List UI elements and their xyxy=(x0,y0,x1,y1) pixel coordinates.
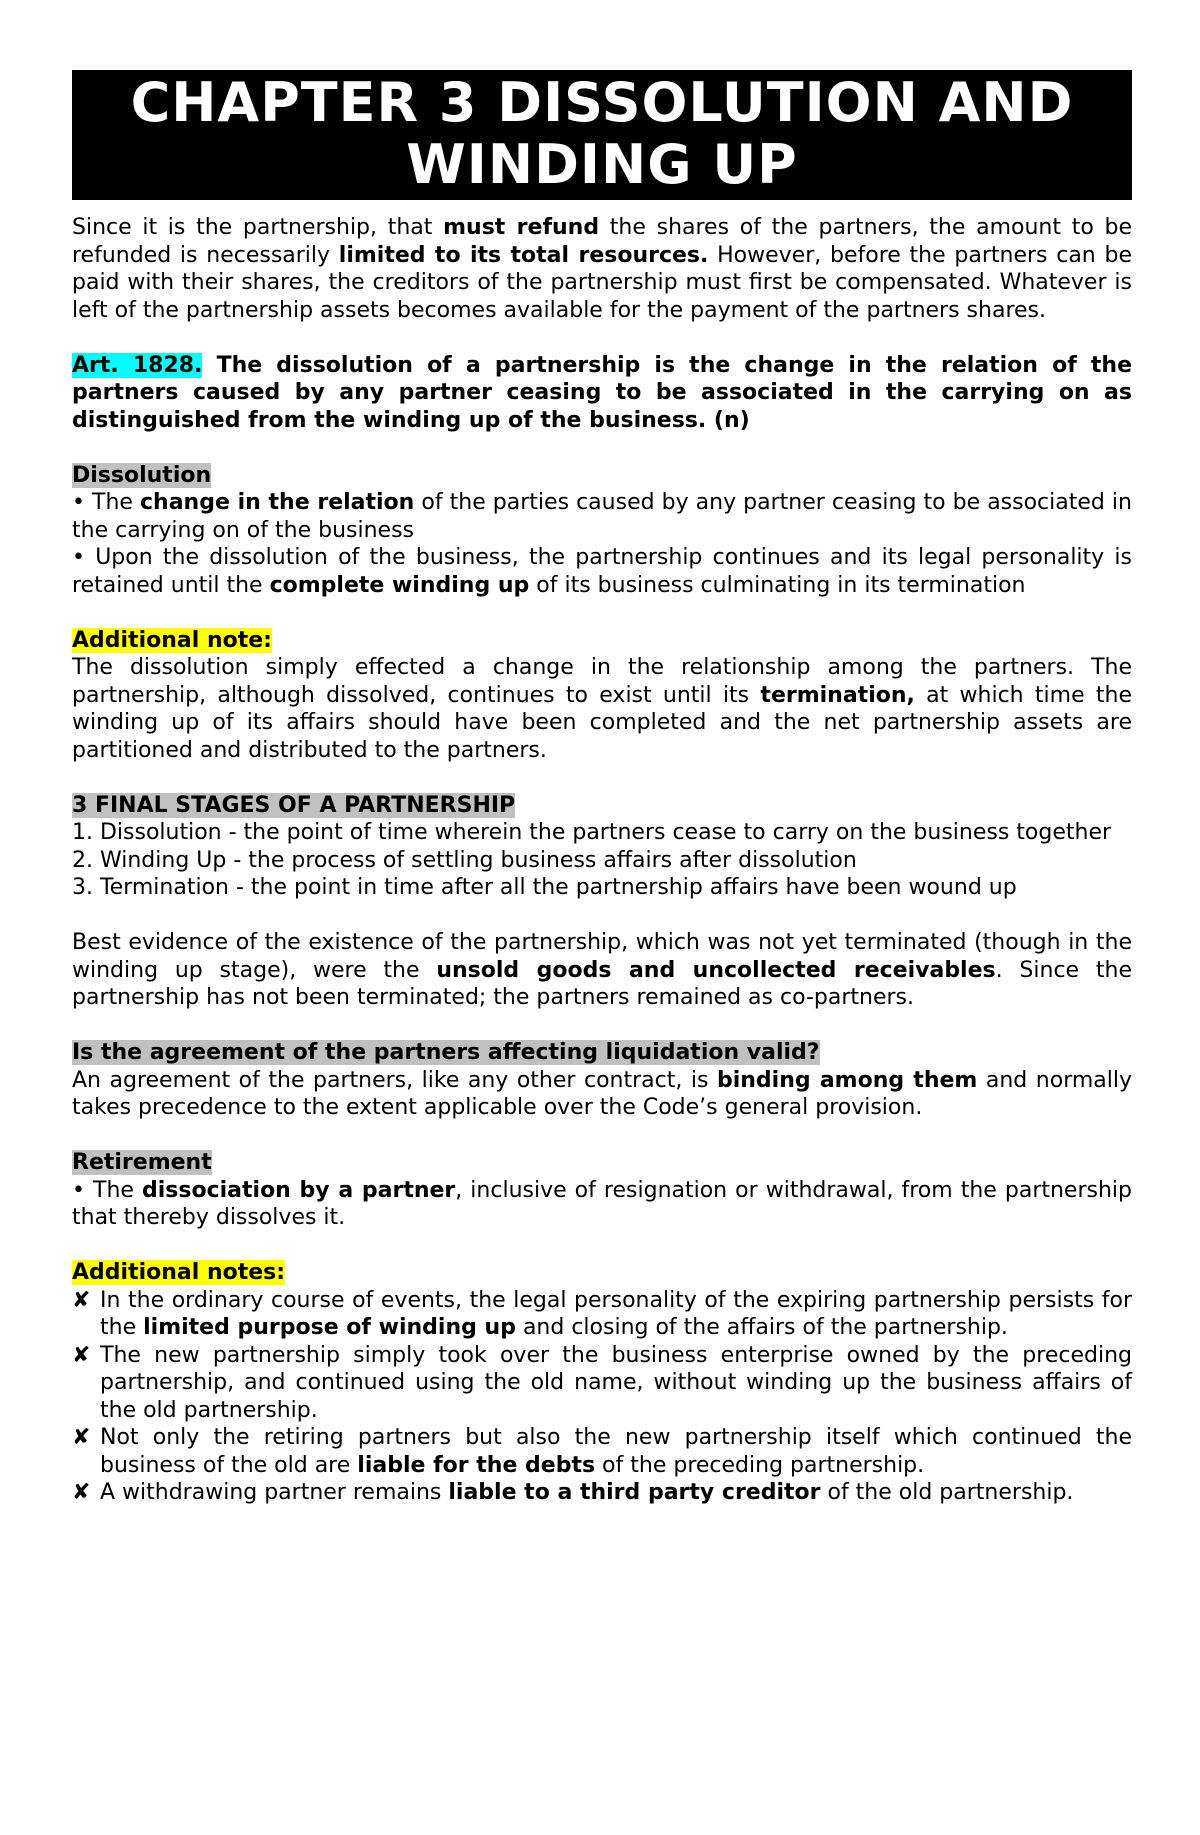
additional-notes-heading: Additional notes: xyxy=(72,1260,286,1285)
cross-mark-icon: ✘ xyxy=(72,1342,91,1368)
additional-notes-item-1 xyxy=(72,1287,1132,1342)
additional-note-bold: termination, xyxy=(760,682,915,708)
note-4-post: of the old partnership. xyxy=(820,1480,1074,1505)
article-label: Art. 1828. xyxy=(72,352,203,378)
note-3-bold: liable for the debts xyxy=(357,1452,596,1478)
additional-notes-item-2 xyxy=(72,1342,1132,1425)
dissolution-bullet-1 xyxy=(72,489,1132,544)
chapter-title-line-1: CHAPTER 3 DISSOLUTION AND xyxy=(130,71,1074,134)
retirement-post: , inclusive of resignation or withdrawal, from the partnership that thereby dissolves it. xyxy=(72,1177,1132,1230)
intro-text-2: the shares of the partners, the amount to be refunded is necessarily xyxy=(72,215,1132,268)
retirement-bullet xyxy=(72,1177,1132,1232)
additional-note-heading-line xyxy=(72,627,1132,655)
evidence-text-2: . Since the partnership has not been terminated; the partners remained as co-partners. xyxy=(72,957,1132,1010)
additional-note-paragraph xyxy=(72,654,1132,764)
note-4-pre: A withdrawing partner remains xyxy=(100,1480,449,1505)
note-3-pre: Not only the retiring partners but also the new partnership itself which continued the business of the old are xyxy=(100,1425,1132,1478)
evidence-text-1: Best evidence of the existence of the partnership, which was not yet terminated (though in the winding up stage), were the xyxy=(72,930,1132,983)
dissolution-bullet-2-pre: • Upon the dissolution of the business, the partnership continues and its legal personality is retained until the xyxy=(72,545,1132,598)
cross-mark-icon: ✘ xyxy=(72,1425,91,1450)
note-3-post: of the preceding partnership. xyxy=(595,1452,925,1478)
evidence-paragraph xyxy=(72,929,1132,1012)
dissolution-bullet-1-post: of the parties caused by any partner ceasing to be associated in the carrying on of the business xyxy=(72,490,1132,543)
intro-bold-1: must refund xyxy=(443,215,600,240)
retirement-heading: Retirement xyxy=(72,1150,212,1175)
stages-heading-line xyxy=(72,792,1132,820)
dissolution-bullet-2-post: of its business culminating in its termination xyxy=(529,572,1026,598)
stage-item-2: 2. Winding Up - the process of settling business affairs after dissolution xyxy=(72,847,857,873)
intro-text-1: Since it is the partnership, that xyxy=(72,215,444,240)
additional-notes-heading-line xyxy=(72,1259,1132,1287)
retirement-pre: • The xyxy=(72,1177,142,1203)
intro-text-3: However, before the partners can be paid with their shares, the creditors of the partnership must first be compensated. Whatever is left of the partnership assets becomes available for the payment of the partners shares. xyxy=(72,242,1132,323)
dissolution-bullet-2 xyxy=(72,544,1132,599)
dissolution-bullet-2-bold: complete winding up xyxy=(269,572,530,598)
evidence-bold: unsold goods and uncollected receivables xyxy=(436,957,996,983)
agreement-bold: binding among them xyxy=(716,1067,978,1093)
article-paragraph xyxy=(72,352,1132,435)
additional-note-text-1: The dissolution simply effected a change in the relationship among the partners. The partnership, although dissolved, continues to exist until its xyxy=(72,655,1132,708)
stage-item-3: 3. Termination - the point in time after all the partnership affairs have been wound up xyxy=(72,875,1017,900)
chapter-title-line-2: WINDING UP xyxy=(406,133,798,196)
cross-mark-icon: ✘ xyxy=(72,1480,91,1505)
note-2-pre: The new partnership simply took over the business enterprise owned by the preceding partnership, and continued using the old name, without winding up the business affairs of the old partnership. xyxy=(100,1342,1132,1423)
retirement-heading-line xyxy=(72,1149,1132,1177)
additional-notes-item-4 xyxy=(72,1479,1132,1507)
dissolution-section xyxy=(72,462,1132,490)
chapter-title xyxy=(72,70,1132,200)
intro-bold-2: limited to its total resources. xyxy=(338,242,709,268)
agreement-heading: Is the agreement of the partners affecting liquidation valid? xyxy=(72,1040,820,1065)
agreement-paragraph xyxy=(72,1067,1132,1122)
agreement-text-1: An agreement of the partners, like any other contract, is xyxy=(72,1067,717,1093)
cross-mark-icon: ✘ xyxy=(72,1287,91,1313)
note-4-bold: liable to a third party creditor xyxy=(448,1480,821,1505)
note-1-post: and closing of the affairs of the partnership. xyxy=(515,1315,1008,1340)
article-text: The dissolution of a partnership is the change in the relation of the partners caused by any partner ceasing to be associated in the carrying on as distinguished from the winding up of the business. (n) xyxy=(72,352,1133,433)
additional-notes-item-3 xyxy=(72,1424,1132,1479)
agreement-text-2: and normally takes precedence to the extent applicable over the Code’s general provision. xyxy=(72,1067,1133,1120)
intro-paragraph xyxy=(72,214,1132,324)
document-page xyxy=(72,70,1132,1507)
note-1-bold: limited purpose of winding up xyxy=(143,1315,516,1340)
agreement-heading-line xyxy=(72,1039,1132,1067)
stages-heading: 3 FINAL STAGES OF A PARTNERSHIP xyxy=(72,792,516,818)
additional-note-heading: Additional note: xyxy=(72,627,272,653)
stage-item-1: 1. Dissolution - the point of time wherein the partners cease to carry on the business together xyxy=(72,820,1112,845)
additional-note-text-2: at which time the winding up of its affairs should have been completed and the net partnership assets are partitioned and distributed to the partners. xyxy=(72,682,1132,763)
dissolution-bullet-1-bold: change in the relation xyxy=(140,490,415,515)
dissolution-heading: Dissolution xyxy=(72,462,212,488)
dissolution-bullet-1-pre: • The xyxy=(72,490,140,515)
note-1-pre: In the ordinary course of events, the legal personality of the expiring partnership persists for the xyxy=(100,1287,1132,1340)
retirement-bold: dissociation by a partner xyxy=(141,1177,456,1203)
